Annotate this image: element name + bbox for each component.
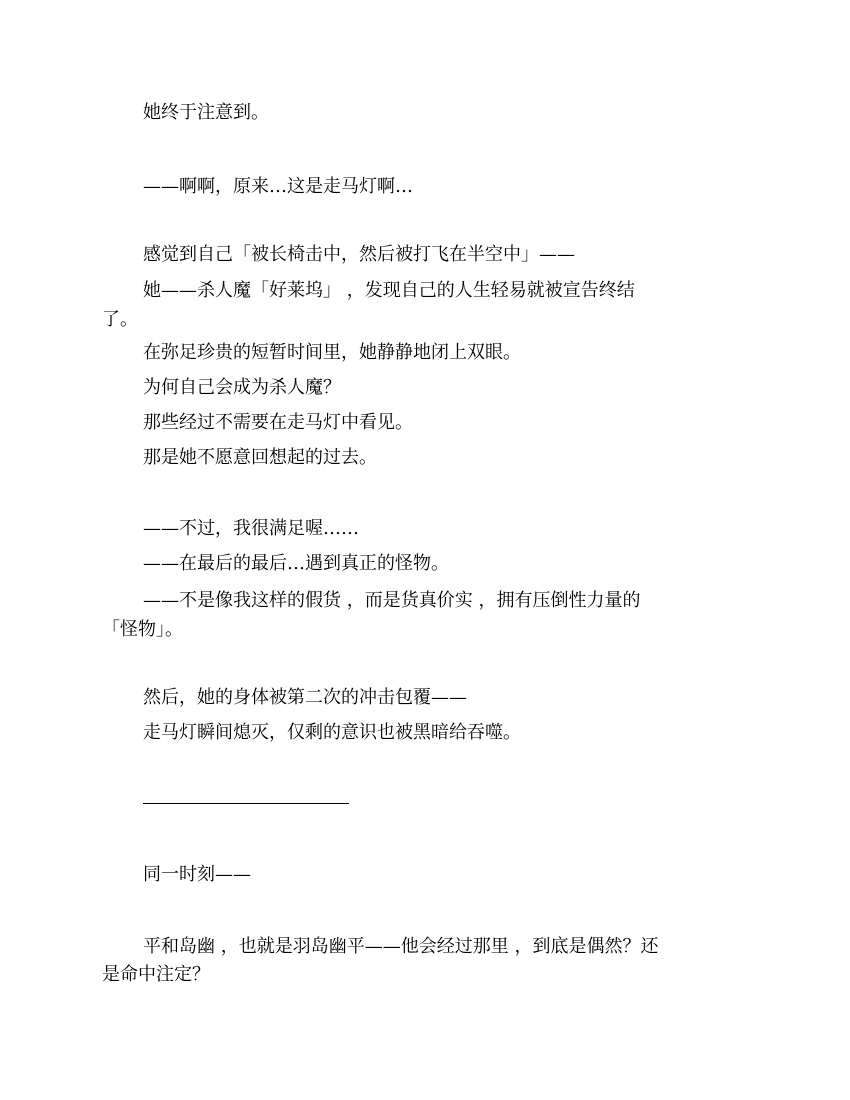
text-line: 感觉到自己「被长椅击中，然后被打飞在半空中」—— xyxy=(143,244,575,265)
text-line: 同一时刻—— xyxy=(143,864,251,885)
text-line: 了。 xyxy=(102,309,138,330)
text-line: 那是她不愿意回想起的过去。 xyxy=(143,447,377,468)
text-line: 然后，她的身体被第二次的冲击包覆—— xyxy=(143,687,467,708)
text-line: ——啊啊，原来…这是走马灯啊… xyxy=(143,176,413,197)
text-line: 在弥足珍贵的短暂时间里，她静静地闭上双眼。 xyxy=(143,342,521,363)
text-line: 走马灯瞬间熄灭，仅剩的意识也被黑暗给吞噬。 xyxy=(143,722,521,743)
text-line: ——在最后的最后…遇到真正的怪物。 xyxy=(143,553,449,574)
text-line: ——不过，我很满足喔…… xyxy=(143,518,359,539)
text-line: 「怪物」。 xyxy=(102,619,183,640)
text-line: 那些经过不需要在走马灯中看见。 xyxy=(143,412,413,433)
text-line: 她——杀人魔「好莱坞」 ，发现自己的人生轻易就被宣告终结 xyxy=(143,280,635,301)
text-line: 她终于注意到。 xyxy=(143,102,269,123)
text-line: 为何自己会成为杀人魔？ xyxy=(143,377,341,398)
section-divider xyxy=(143,803,349,804)
text-line: ——不是像我这样的假货 ，而是货真价实 ，拥有压倒性力量的 xyxy=(143,590,641,611)
text-line: 是命中注定？ xyxy=(102,964,210,985)
text-line: 平和岛幽 ，也就是羽岛幽平——他会经过那里 ，到底是偶然？还 xyxy=(143,936,659,957)
